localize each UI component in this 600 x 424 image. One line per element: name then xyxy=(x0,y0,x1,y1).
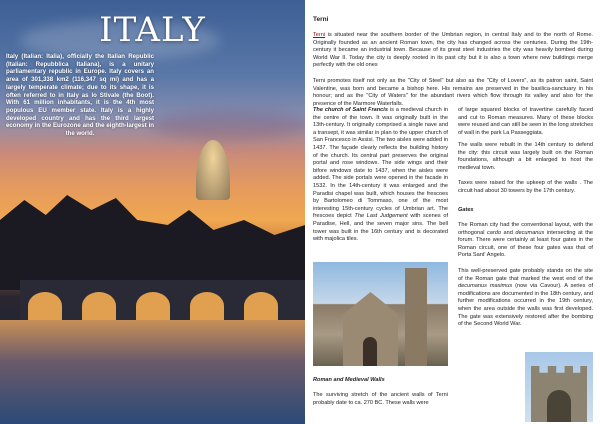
paragraph-intro xyxy=(313,32,593,70)
text: and xyxy=(500,229,516,236)
intro-text: Italy (Italian: Italia), officially the Italian Republic (Italian: Repubblica Italiana), is a unitary parliamentary republic in Europe. Italy covers an area of 301,338 km2 (116,347 sq mi) and has a largely temperate climate; due to its shape, it is often referred to in Italy as lo Stivale (the Boot). With 61 million inhabitants, it is the 4th most populous EU member state. Italy is a highly developed country and has the third largest economy in the Eurozone and the eighth-largest in the world. xyxy=(6,53,154,138)
walls-heading: Roman and Medieval Walls xyxy=(313,377,385,383)
walls-continued: of large squared blocks of travertine carefully faced and cut to Roman measures. Many of these blocks were reused and can still be seen in the long stretches of wall in the park La Passeggiata. xyxy=(458,107,593,136)
church-paragraph xyxy=(313,107,448,244)
text: with scenes of Paradise, Hell, and the seven major sins. The bell tower was built in the 16th century and is decorated with majolica tiles. xyxy=(313,213,449,243)
text-italic: The Last Judgement xyxy=(354,213,408,220)
bridge xyxy=(20,280,305,320)
st-peters-dome xyxy=(196,140,230,200)
paragraph-cities: Terni promotes itself not only as the "City of Steel" but also as the "City of Lovers", as its patron saint, Saint Valentine, was born and became a bishop here. His remains are preserved in the basilica-sanctuary in his honour; and as the "City of Waters" for the abundant rivers which flow through its valley and also for the presence of the Marmore Waterfalls. xyxy=(313,78,593,107)
gates-heading: Gates xyxy=(458,207,474,213)
section-heading-terni: Terni xyxy=(313,16,329,23)
text: The Roman city had the conventional layout, with the orthogonal xyxy=(458,222,593,236)
walls-paragraph: The surviving stretch of the ancient walls of Terni probably date to ca. 270 BC. These walls were xyxy=(313,392,448,406)
text-italic: decumanus maximus xyxy=(458,283,513,290)
text: intersecting at the forum. There were certainly at least four gates in the Roman circuit, one of these four gates was that of Porta Sant' Angelo. xyxy=(458,229,593,259)
article xyxy=(313,0,593,424)
text-italic: cardo xyxy=(486,229,501,236)
gate-photo xyxy=(525,352,593,422)
page-title: ITALY xyxy=(99,10,206,50)
text-italic: decumanus xyxy=(515,229,545,236)
church-title: The church of Saint Francis xyxy=(313,107,388,113)
gates-paragraph xyxy=(458,222,593,260)
text: This well-preserved gate probably stands on the site of the Roman gate that marked the west end of the xyxy=(458,268,593,282)
paragraph-text: is situated near the southern border of the Umbrian region, in central Italy and to the north of Rome. Originally founded as an ancient Roman town, the city has changed across the centuries. During the 19th-century it became an industrial town. Because of its great steel industries the city was heavily bombed during World War II. Today the city is deeply rooted in its past city but it is also a town where new buildings merge perfectly with the old ones xyxy=(313,32,593,69)
text: is a medieval church in the centre of the town. It was originally built in the 13th-century. It originally comprised a single nave and a transept, it was similar in plan to the upper church of San Francesco in Assisi. The two aisles were added in 1437. The façade clearly reflects the building history of the church. Its central part preserves the original portal and rose windows. The side wings and their bifore windows date to 1437, when the aisles were added. The side portals were opened in the facade in 1532. In the 14th-century it was enlarged and the Paradisi chapel was built, which houses the frescoes by Bartolomeo di Tommaso, one of the most interesting 15th-century cycles of Umbrian art. The frescoes depict xyxy=(313,107,449,220)
walls-rebuilt: The walls were rebuilt in the 14th century to defend the city: this circuit was largely built on the Roman foundations, although a bit enlarged to host the medieval town. xyxy=(458,142,593,171)
terni-link[interactable]: Terni xyxy=(313,32,326,38)
porta-paragraph xyxy=(458,268,593,329)
text: (now via Cavour). A series of modifications are documented in the 18th century, and further modifications occurred in the 19th century, when the area outside the walls was first developed. The gate was extensively restored after the bombing of the Second World War. xyxy=(458,283,594,328)
taxes-paragraph: Taxes were raised for the upkeep of the walls . The circuit had about 30 towers by the 17th century. xyxy=(458,180,593,194)
river xyxy=(0,320,305,424)
church-photo xyxy=(313,262,448,366)
